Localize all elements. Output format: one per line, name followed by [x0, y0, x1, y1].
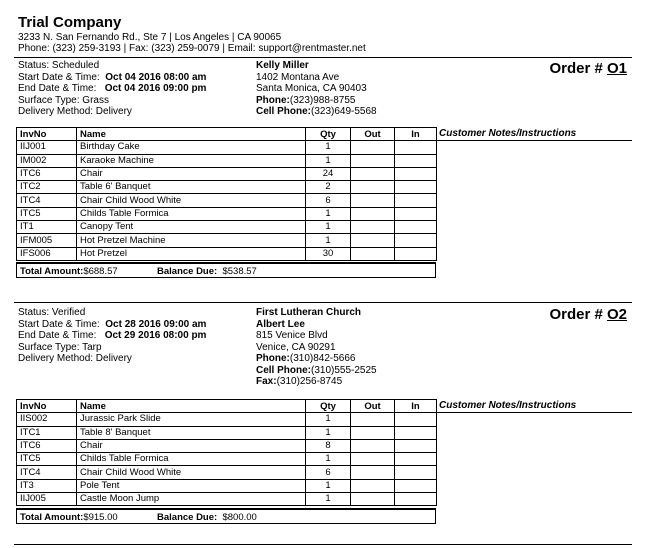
- cell-qty: 6: [306, 466, 351, 479]
- col-qty: Qty: [306, 400, 351, 413]
- table-row: [17, 439, 437, 452]
- cell-name: Pole Tent: [77, 479, 306, 492]
- cell-out: [351, 181, 395, 194]
- table-row: [17, 413, 437, 426]
- divider: [14, 57, 632, 58]
- cell-out: [351, 167, 395, 180]
- cell-in: [395, 154, 437, 167]
- divider: [436, 140, 632, 141]
- cell-out: [351, 207, 395, 220]
- customer-name: Albert Lee: [256, 318, 305, 330]
- table-row: [17, 141, 437, 154]
- cell-invno: ITC4: [17, 194, 77, 207]
- cell-qty: 8: [306, 439, 351, 452]
- cell-name: Table 6' Banquet: [77, 181, 306, 194]
- cell-name: Chair Child Wood White: [77, 194, 306, 207]
- company-name: Trial Company: [18, 14, 122, 31]
- customer-cell: Cell Phone:(323)649-5568: [256, 106, 377, 117]
- col-name: Name: [77, 400, 306, 413]
- cell-qty: 1: [306, 413, 351, 426]
- cell-invno: ITC6: [17, 167, 77, 180]
- cell-name: Chair: [77, 167, 306, 180]
- cell-invno: IIS002: [17, 413, 77, 426]
- customer-org: First Lutheran Church: [256, 307, 362, 318]
- customer-fax: Fax:(310)256-8745: [256, 376, 343, 387]
- cell-out: [351, 141, 395, 154]
- col-invno: InvNo: [17, 128, 77, 141]
- cell-invno: IT3: [17, 479, 77, 492]
- cell-out: [351, 439, 395, 452]
- cell-in: [395, 221, 437, 234]
- cell-name: Birthday Cake: [77, 141, 306, 154]
- cell-in: [395, 479, 437, 492]
- table-row: [17, 194, 437, 207]
- end-date-row: End Date & Time: Oct 04 2016 09:00 pm: [18, 83, 207, 94]
- table-header-row: [17, 128, 437, 141]
- col-invno: InvNo: [17, 400, 77, 413]
- customer-street: 1402 Montana Ave: [256, 71, 340, 83]
- cell-invno: IIJ001: [17, 141, 77, 154]
- cell-name: Childs Table Formica: [77, 453, 306, 466]
- cell-qty: 1: [306, 154, 351, 167]
- cell-qty: 24: [306, 167, 351, 180]
- cell-invno: IFS006: [17, 247, 77, 260]
- cell-out: [351, 221, 395, 234]
- cell-out: [351, 247, 395, 260]
- cell-invno: IIJ005: [17, 493, 77, 506]
- cell-out: [351, 479, 395, 492]
- cell-out: [351, 453, 395, 466]
- cell-in: [395, 167, 437, 180]
- cell-name: Castle Moon Jump: [77, 493, 306, 506]
- cell-out: [351, 493, 395, 506]
- cell-in: [395, 493, 437, 506]
- cell-invno: IM002: [17, 154, 77, 167]
- order-2-details: [18, 307, 206, 365]
- col-in: In: [395, 128, 437, 141]
- cell-qty: 1: [306, 207, 351, 220]
- cell-name: Table 8' Banquet: [77, 426, 306, 439]
- cell-invno: ITC1: [17, 426, 77, 439]
- order-1-totals: Total Amount:$688.57 Balance Due: $538.57: [16, 262, 436, 278]
- cell-out: [351, 154, 395, 167]
- delivery-method: Delivery Method: Delivery: [18, 353, 132, 364]
- customer-notes-header: Customer Notes/Instructions: [439, 128, 577, 139]
- cell-name: Canopy Tent: [77, 221, 306, 234]
- cell-invno: ITC4: [17, 466, 77, 479]
- customer-city: Santa Monica, CA 90403: [256, 83, 367, 94]
- cell-qty: 1: [306, 141, 351, 154]
- cell-name: Chair: [77, 439, 306, 452]
- delivery-method: Delivery Method: Delivery: [18, 106, 132, 117]
- divider: [14, 302, 632, 303]
- order-1-details: [18, 60, 206, 118]
- col-name: Name: [77, 128, 306, 141]
- customer-city: Venice, CA 90291: [256, 341, 336, 353]
- cell-in: [395, 466, 437, 479]
- surface-type: Surface Type: Tarp: [18, 341, 102, 353]
- customer-phone: Phone:(323)988-8755: [256, 94, 356, 106]
- company-address: 3233 N. San Fernando Rd., Ste 7 | Los Angeles | CA 90065: [18, 32, 282, 43]
- cell-qty: 1: [306, 221, 351, 234]
- cell-invno: IT1: [17, 221, 77, 234]
- divider: [14, 544, 632, 545]
- table-row: [17, 493, 437, 506]
- cell-in: [395, 439, 437, 452]
- customer-name: Kelly Miller: [256, 60, 309, 71]
- cell-name: Jurassic Park Slide: [77, 413, 306, 426]
- cell-qty: 1: [306, 426, 351, 439]
- order-2-items-table: [16, 399, 437, 506]
- cell-qty: 1: [306, 479, 351, 492]
- cell-in: [395, 194, 437, 207]
- table-row: [17, 221, 437, 234]
- order-status: Status: Scheduled: [18, 60, 100, 71]
- cell-name: Hot Pretzel Machine: [77, 234, 306, 247]
- col-out: Out: [351, 400, 395, 413]
- cell-out: [351, 426, 395, 439]
- cell-in: [395, 426, 437, 439]
- order-2-title: Order # O2: [549, 306, 627, 323]
- cell-name: Hot Pretzel: [77, 247, 306, 260]
- cell-in: [395, 207, 437, 220]
- cell-invno: ITC6: [17, 439, 77, 452]
- cell-invno: ITC5: [17, 453, 77, 466]
- cell-qty: 1: [306, 493, 351, 506]
- customer-notes-header: Customer Notes/Instructions: [439, 400, 577, 411]
- col-qty: Qty: [306, 128, 351, 141]
- cell-in: [395, 247, 437, 260]
- company-contact: Phone: (323) 259-3193 | Fax: (323) 259-0079 | Email: support@rentmaster.net: [18, 43, 366, 54]
- table-row: [17, 154, 437, 167]
- col-in: In: [395, 400, 437, 413]
- table-row: [17, 181, 437, 194]
- cell-in: [395, 413, 437, 426]
- order-2-customer: [256, 307, 377, 388]
- divider: [436, 412, 632, 413]
- cell-name: Chair Child Wood White: [77, 466, 306, 479]
- table-row: [17, 466, 437, 479]
- table-row: [17, 453, 437, 466]
- cell-name: Childs Table Formica: [77, 207, 306, 220]
- start-date-row: Start Date & Time: Oct 04 2016 08:00 am: [18, 71, 207, 83]
- cell-invno: ITC2: [17, 181, 77, 194]
- cell-in: [395, 141, 437, 154]
- cell-invno: IFM005: [17, 234, 77, 247]
- start-date-row: Start Date & Time: Oct 28 2016 09:00 am: [18, 318, 207, 330]
- cell-qty: 2: [306, 181, 351, 194]
- surface-type: Surface Type: Grass: [18, 94, 109, 106]
- table-row: [17, 426, 437, 439]
- table-header-row: [17, 400, 437, 413]
- cell-in: [395, 234, 437, 247]
- end-date-row: End Date & Time: Oct 29 2016 08:00 pm: [18, 330, 207, 341]
- cell-qty: 1: [306, 453, 351, 466]
- table-row: [17, 234, 437, 247]
- cell-out: [351, 194, 395, 207]
- customer-phone: Phone:(310)842-5666: [256, 353, 356, 364]
- cell-out: [351, 466, 395, 479]
- cell-in: [395, 453, 437, 466]
- order-status: Status: Verified: [18, 307, 86, 318]
- order-2-totals: Total Amount:$915.00 Balance Due: $800.00: [16, 508, 436, 524]
- table-row: [17, 167, 437, 180]
- customer-street: 815 Venice Blvd: [256, 330, 328, 341]
- table-row: [17, 207, 437, 220]
- col-out: Out: [351, 128, 395, 141]
- cell-qty: 30: [306, 247, 351, 260]
- cell-qty: 6: [306, 194, 351, 207]
- order-1-items-table: [16, 127, 437, 261]
- cell-invno: ITC5: [17, 207, 77, 220]
- cell-in: [395, 181, 437, 194]
- order-1-title: Order # O1: [549, 60, 627, 77]
- cell-out: [351, 234, 395, 247]
- table-row: [17, 247, 437, 260]
- cell-out: [351, 413, 395, 426]
- table-row: [17, 479, 437, 492]
- cell-qty: 1: [306, 234, 351, 247]
- order-1-customer: [256, 60, 377, 118]
- customer-cell: Cell Phone:(310)555-2525: [256, 364, 377, 376]
- cell-name: Karaoke Machine: [77, 154, 306, 167]
